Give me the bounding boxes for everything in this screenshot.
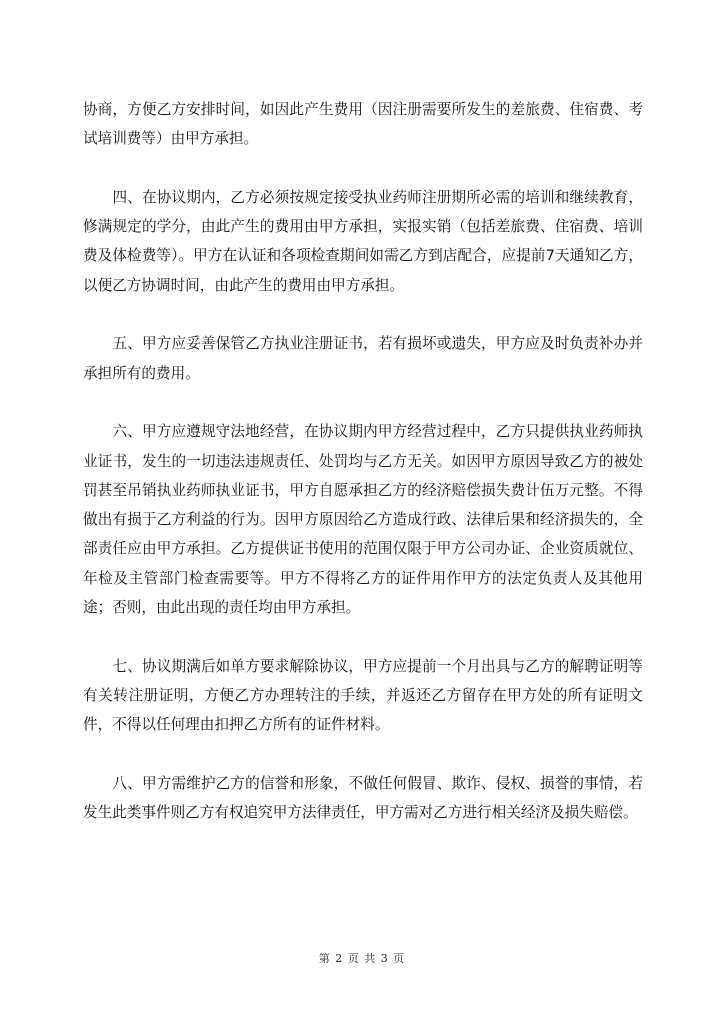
paragraph-continuation: 协商，方便乙方安排时间，如因此产生费用（因注册需要所发生的差旅费、住宿费、考试培训费等）由甲方承担。: [83, 101, 643, 148]
paragraph-clause-8: 八、甲方需维护乙方的信誉和形象，不做任何假冒、欺诈、侵权、损誉的事情，若发生此类事件则乙方有权追究甲方法律责任，甲方需对乙方进行相关经济及损失赔偿。: [83, 774, 643, 822]
paragraph-clause-7: 七、协议期满后如单方要求解除协议，甲方应提前一个月出具与乙方的解聘证明等有关转注册证明，方便乙方办理转注的手续，并返还乙方留存在甲方处的所有证明文件，不得以任何理由扣押乙方所有的证件材料。: [83, 657, 643, 734]
paragraph-clause-6: 六、甲方应遵规守法地经营，在协议期内甲方经营过程中，乙方只提供执业药师执业证书，发生的一切违法违规责任、处罚均与乙方无关。如因甲方原因导致乙方的被处罚甚至吊销执业药师执业证书，甲方自愿承担乙方的经济赔偿损失费计伍万元整。不得做出有损于乙方利益的行为。因甲方原因给乙方造成行政、法律后果和经济损失的，全部责任应由甲方承担。乙方提供证书使用的范围仅限于甲方公司办证、企业资质就位、年检及主管部门检查需要等。甲方不得将乙方的证件用作甲方的法定负责人及其他用途；否则，由此出现的责任均由甲方承担。: [83, 423, 643, 617]
document-body: [83, 95, 643, 857]
page-number-footer: 第 2 页 共 3 页: [318, 952, 406, 965]
paragraph-clause-5: 五、甲方应妥善保管乙方执业注册证书，若有损坏或遗失，甲方应及时负责补办并承担所有的费用。: [83, 335, 643, 382]
paragraph-clause-4: 四、在协议期内，乙方必须按规定接受执业药师注册期所必需的培训和继续教育，修满规定的学分，由此产生的费用由甲方承担，实报实销（包括差旅费、住宿费、培训费及体检费等）。甲方在认证和各项检查期间如需乙方到店配合，应提前7天通知乙方，以便乙方协调时间，由此产生的费用由甲方承担。: [83, 188, 643, 294]
